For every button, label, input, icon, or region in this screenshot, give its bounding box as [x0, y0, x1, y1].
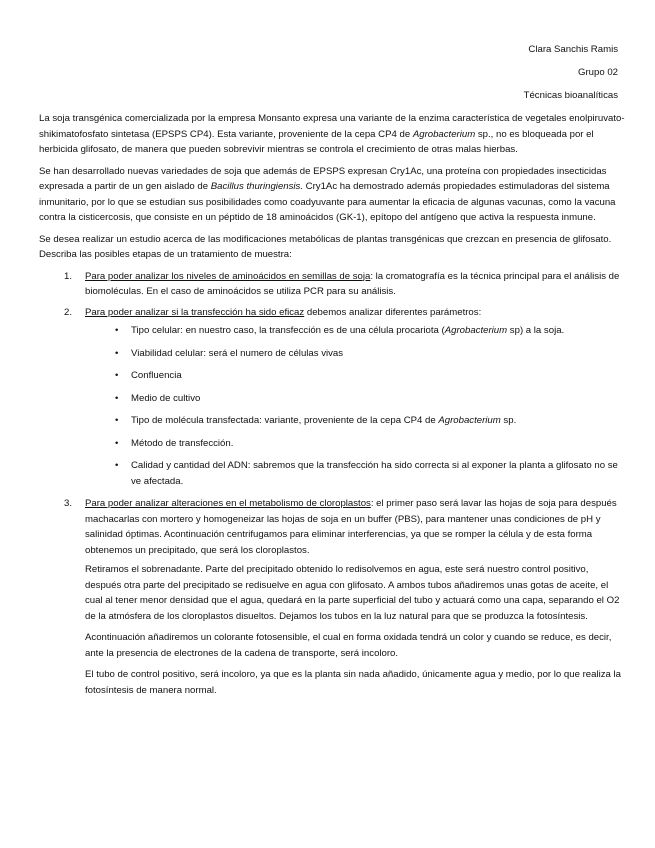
- organism-name-italic: Agrobacterium: [438, 415, 501, 426]
- bullet-item: [85, 346, 626, 362]
- bullet-text: Medio de cultivo: [131, 392, 201, 404]
- bullet-icon: •: [115, 460, 119, 471]
- bullet-text: Tipo celular: en nuestro caso, la transfección es de una célula procariota (: [131, 325, 445, 336]
- bullet-item: [85, 323, 626, 339]
- bullet-text: Método de transfección.: [131, 437, 234, 449]
- bullet-item: [85, 458, 626, 489]
- paragraph-cry1ac: [39, 164, 626, 226]
- organism-name-italic: Bacillus thuringiensis.: [210, 181, 304, 192]
- bullet-icon: •: [115, 347, 119, 359]
- paragraph-intro: [39, 111, 626, 158]
- list-number: 1.: [64, 270, 73, 282]
- organism-name-italic: Agrobacterium: [412, 128, 476, 140]
- subject-label: Técnicas bioanalíticas: [523, 90, 618, 101]
- item3-paragraph: Retiramos el sobrenadante. Parte del precipitado obtenido lo redisolvemos en agua, este será nuestro control positivo, después otra parte del precipitado se redisuelve en agua con glifosato. A ambos tubos añadiremos unas gotas de aceite, el cual al tener menor densidad que el agua, quedará en la parte superficial del tubo y actuará como una capa, separando el O2 de la atmósfera de los cloroplastos disueltos. Dejamos los tubos en la luz natural para que se produzca la fotosíntesis.: [85, 564, 620, 622]
- bullet-text: Tipo de molécula transfectada: variante, proveniente de la cepa CP4 de: [131, 415, 439, 426]
- paragraph-question: Se desea realizar un estudio acerca de las modificaciones metabólicas de plantas transgénicas que crezcan en presencia de glifosato. Describa las posibles etapas de un tratamiento de muestra:: [39, 233, 612, 260]
- bullet-text: sp) a la soja.: [507, 325, 565, 336]
- list-item: [39, 496, 626, 698]
- paragraph-intro-text-a: La soja transgénica comercializada por la empresa Monsanto expresa una variante de la enzima característica de vegetales enolpiruvato-shikimatofosfato sintetasa (EPSPS CP4). Esta variante, proveniente de la cepa CP4 de: [39, 113, 625, 140]
- bullet-text: Confluencia: [131, 370, 182, 381]
- paragraph-cry1ac-text-c: Cry1Ac ha demostrado además propiedades estimuladoras del sistema inmunitario, por lo que se estudian sus posibilidades como coadyuvante para aumentar la eficacia de algunas vacunas, como la vacuna contra la cisticercosis, que consiste en un péptido de 18 aminoácidos (GK-1), epítopo del antígeno que activa la respuesta inmune.: [39, 181, 616, 223]
- bullet-item: [85, 391, 626, 407]
- bullet-icon: •: [115, 392, 119, 404]
- bullet-item: [85, 413, 626, 429]
- list-item-title: Para poder analizar si la transfección ha sido eficaz: [85, 306, 305, 318]
- paragraph-cry1ac-text-a: Se han desarrollado nuevas variedades de soja que además de EPSPS expresan Cry1Ac, una proteína con propiedades insecticidas expresada a partir de un gen aislado de: [39, 165, 607, 192]
- list-number: 3.: [64, 498, 73, 509]
- author-name: Clara Sanchis Ramis: [528, 44, 618, 55]
- list-item-title: Para poder analizar los niveles de aminoácidos en semillas de soja: [85, 270, 371, 282]
- item3-paragraph: Acontinuación añadiremos un colorante fotosensible, el cual en forma oxidada tendrá un color y cuando se reduce, es decir, ante la presencia de electrones de la cadena de transporte, será incoloro.: [85, 632, 612, 659]
- bullet-text: Calidad y cantidad del ADN: sabremos que la transfección ha sido correcta si al exponer la planta a glifosato no se ve afectada.: [131, 460, 618, 487]
- bullet-icon: •: [115, 325, 119, 336]
- group-label: Grupo 02: [577, 67, 618, 78]
- bullet-text: Viabilidad celular: será el numero de células vivas: [131, 347, 344, 359]
- bullet-text: sp.: [500, 415, 517, 426]
- bullet-icon: •: [115, 370, 119, 381]
- list-number: 2.: [64, 306, 73, 318]
- item3-paragraph: El tubo de control positivo, será incoloro, ya que es la planta sin nada añadido, únicamente agua y medio, por lo que realiza la fotosíntesis de manera normal.: [85, 669, 621, 696]
- bullet-list: [85, 323, 626, 489]
- list-item-title: Para poder analizar alteraciones en el metabolismo de cloroplastos: [85, 498, 371, 509]
- bullet-icon: •: [115, 415, 119, 426]
- list-item: [39, 305, 626, 490]
- bullet-icon: •: [115, 437, 119, 449]
- organism-name-italic: Agrobacterium: [444, 325, 508, 336]
- list-item-text: : el primer paso será lavar las hojas de soja para después machacarlas con mortero y homogeneizar las hojas de soja en un buffer (PBS), para mantener unas condiciones de pH y salinidad óptimas. Acontinuación centrifugamos para eliminar interferencias, ya que se romper la célula y de esta forma obtenemos un precipitado, que será los cloroplastos.: [85, 498, 617, 556]
- list-item-text: debemos analizar diferentes parámetros:: [304, 306, 482, 318]
- bullet-item: [85, 436, 626, 452]
- list-item: [39, 269, 626, 300]
- numbered-list: [39, 269, 626, 699]
- document-page: [39, 42, 626, 704]
- list-item-text: : la cromatografía es la técnica principal para el análisis de biomoléculas. En el caso de aminoácidos se utiliza PCR para su análisis.: [85, 270, 620, 297]
- bullet-item: [85, 368, 626, 384]
- paragraph-intro-text-c: sp., no es bloqueada por el herbicida glifosato, de manera que pueden sobrevivir mientras se controla el crecimiento de otras malas hierbas.: [39, 128, 594, 155]
